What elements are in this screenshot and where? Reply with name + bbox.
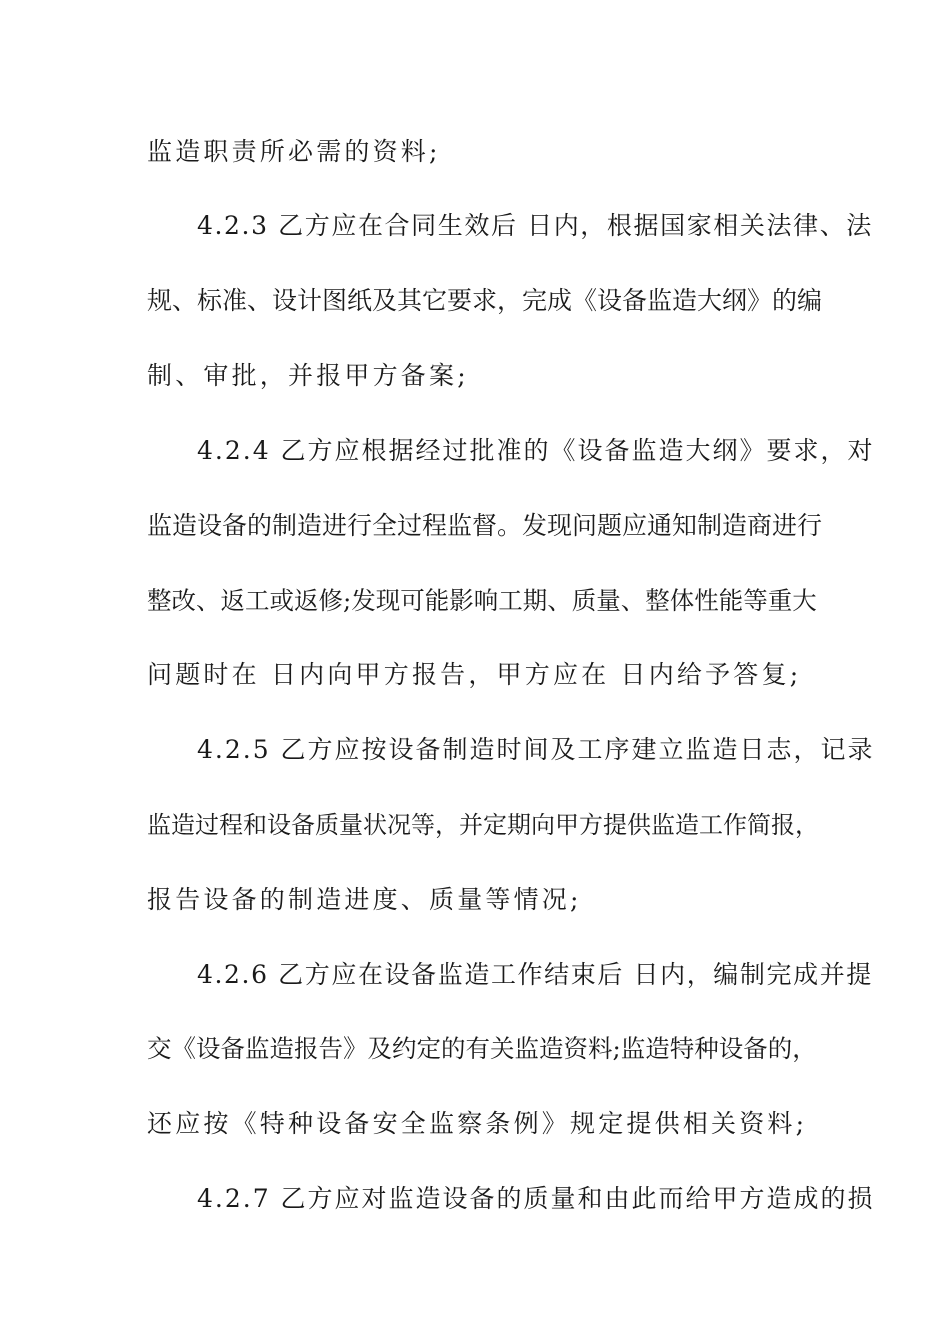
text-line-1: 监造职责所必需的资料;: [147, 137, 441, 166]
clause-4-2-5-line-3: 报告设备的制造进度、质量等情况;: [147, 885, 582, 914]
clause-4-2-5-line-1: 4.2.5 乙方应按设备制造时间及工序建立监造日志，记录: [197, 735, 875, 764]
clause-4-2-6-line-1: 4.2.6 乙方应在设备监造工作结束后 日内，编制完成并提: [197, 960, 873, 989]
clause-4-2-4-line-4: 问题时在 日内向甲方报告，甲方应在 日内给予答复;: [147, 660, 802, 689]
clause-4-2-4-line-3: 整改、返工或返修;发现可能影响工期、质量、整体性能等重大: [147, 586, 817, 615]
clause-4-2-6-line-3: 还应按《特种设备安全监察条例》规定提供相关资料;: [147, 1109, 808, 1138]
clause-4-2-3-line-3: 制、审批，并报甲方备案;: [147, 361, 469, 390]
clause-4-2-6-line-2: 交《设备监造报告》及约定的有关监造资料;监造特种设备的，: [147, 1034, 817, 1063]
clause-4-2-3-line-1: 4.2.3 乙方应在合同生效后 日内，根据国家相关法律、法: [197, 211, 873, 240]
clause-4-2-4-line-1: 4.2.4 乙方应根据经过批准的《设备监造大纲》要求，对: [197, 436, 875, 465]
clause-4-2-7-line-1: 4.2.7 乙方应对监造设备的质量和由此而给甲方造成的损: [197, 1184, 875, 1213]
clause-4-2-5-line-2: 监造过程和设备质量状况等，并定期向甲方提供监造工作简报，: [147, 811, 819, 839]
clause-4-2-4-line-2: 监造设备的制造进行全过程监督。发现问题应通知制造商进行: [147, 511, 823, 540]
clause-4-2-3-line-2: 规、标准、设计图纸及其它要求，完成《设备监造大纲》的编: [147, 286, 823, 315]
